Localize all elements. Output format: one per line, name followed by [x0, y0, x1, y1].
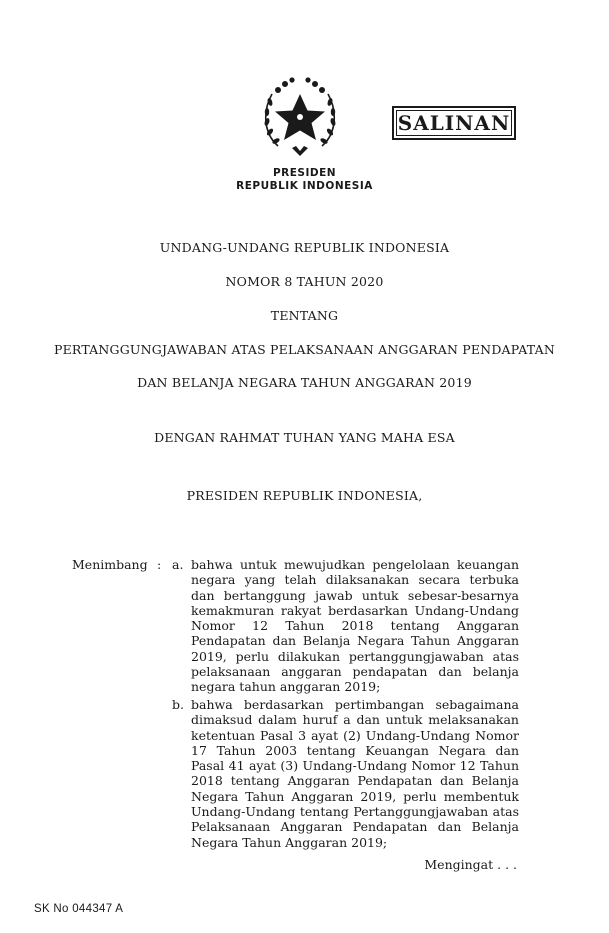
office-title-presiden: PRESIDEN: [272, 167, 337, 179]
menimbang-label: Menimbang: [72, 557, 148, 572]
salinan-stamp: [392, 106, 516, 140]
law-number-heading: NOMOR 8 TAHUN 2020: [225, 274, 384, 289]
tentang-heading: TENTANG: [270, 308, 339, 323]
mengingat-continuation: Mengingat . . .: [424, 857, 517, 872]
presidential-emblem-icon: [258, 72, 342, 160]
consideration-b-text: bahwa berdasarkan pertimbangan sebagaimana dimaksud dalam huruf a dan untuk melaksanakan ketentuan Pasal 3 ayat (2) Undang-Undang Nomor 17 Tahun 2003 tentang Keuangan Negara dan Pasal 41 ayat (3) Undang-Undang Nomor 12 Tahun 2018 tentang Anggaran Pendapatan dan Belanja Negara Tahun Anggaran 2019, perlu membentuk Undang-Undang tentang Pertanggungjawaban atas Pelaksanaan Anggaran Pendapatan dan Belanja Negara Tahun Anggaran 2019;: [191, 697, 519, 850]
menimbang-colon: :: [157, 557, 162, 572]
consideration-a-text: bahwa untuk mewujudkan pengelolaan keuangan negara yang telah dilaksanakan secara terbuka dan bertanggung jawab untuk sebesar-besarnya kemakmuran rakyat berdasarkan Undang-Undang Nomor 12 Tahun 2018 tentang Anggaran Pendapatan dan Belanja Negara Tahun Anggaran 2019, perlu dilakukan pertanggungjawaban atas pelaksanaan anggaran pendapatan dan belanja negara tahun anggaran 2019;: [191, 557, 519, 695]
consideration-a-letter: a.: [172, 557, 184, 572]
salinan-stamp-label: SALINAN: [397, 111, 511, 135]
law-type-heading: UNDANG-UNDANG REPUBLIK INDONESIA: [159, 240, 450, 255]
office-title-republik: REPUBLIK INDONESIA: [236, 180, 373, 192]
issuer-heading: PRESIDEN REPUBLIK INDONESIA,: [186, 488, 423, 503]
blessing-heading: DENGAN RAHMAT TUHAN YANG MAHA ESA: [154, 430, 455, 445]
subject-heading-line1: PERTANGGUNGJAWABAN ATAS PELAKSANAAN ANGGARAN PENDAPATAN: [54, 342, 555, 357]
document-serial-code: SK No 044347 A: [34, 903, 124, 915]
subject-heading-line2: DAN BELANJA NEGARA TAHUN ANGGARAN 2019: [137, 375, 472, 390]
consideration-b-letter: b.: [172, 697, 184, 712]
